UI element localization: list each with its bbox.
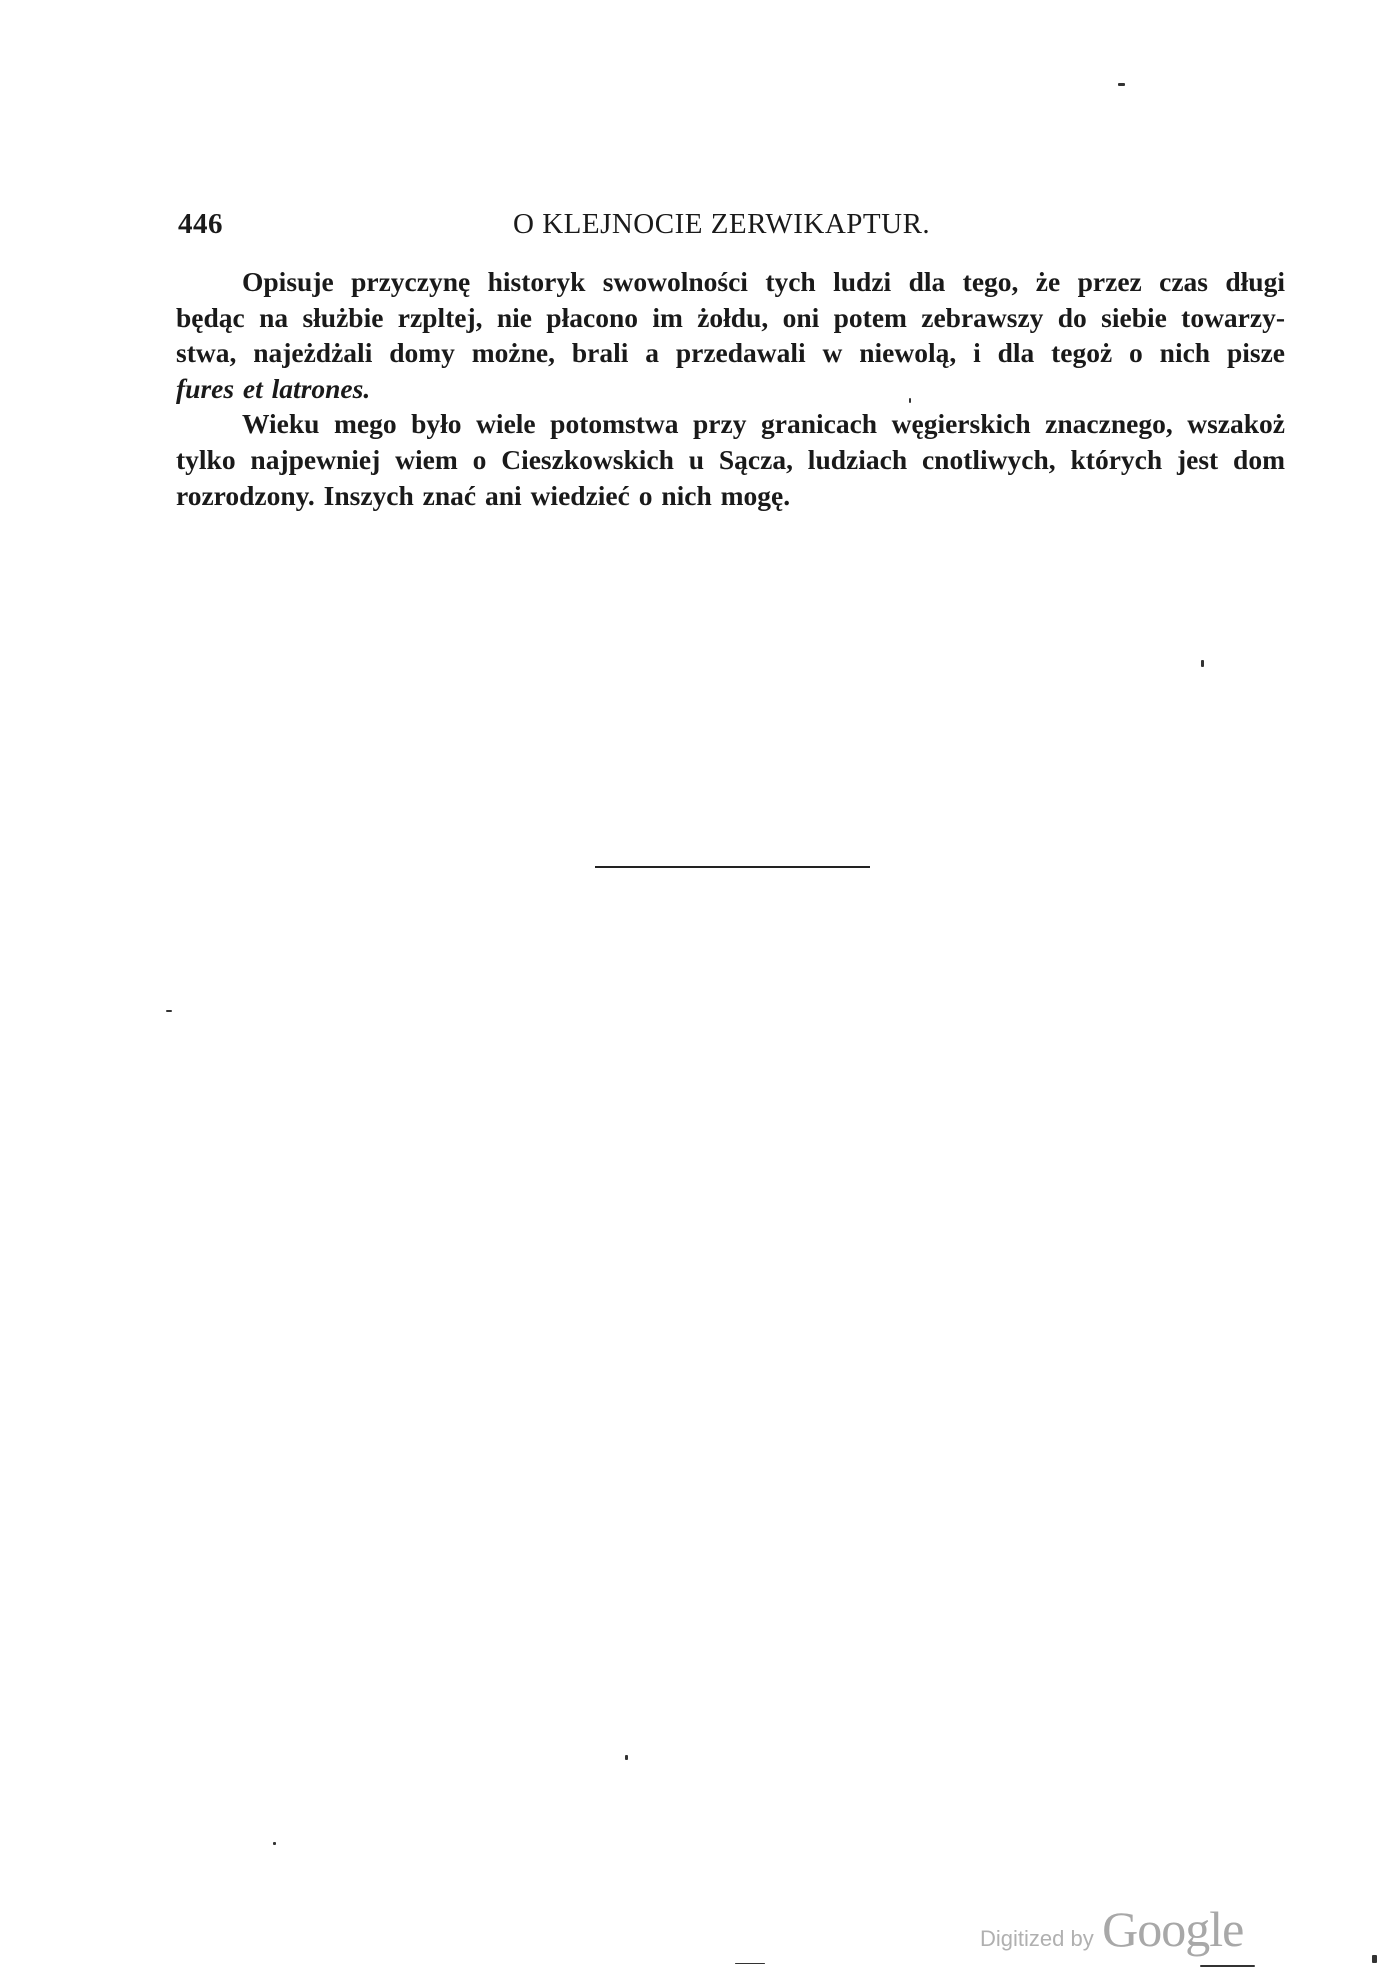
google-logo: Google xyxy=(1102,1901,1244,1957)
section-divider xyxy=(595,866,870,868)
paragraph-2-line-2-start: tylko najpewniej wiem o xyxy=(176,443,487,475)
scan-speck xyxy=(1372,1955,1377,1963)
paragraph-1-line-3: stwa, najeżdżali domy możne, brali a przedawali w niewolą, i dla tegoż o nich pisze xyxy=(176,337,1285,369)
scan-speck xyxy=(909,398,911,403)
paragraph-1-line-1: Opisuje przyczynę historyk swowolności tych ludzi dla tego, że przez czas długi xyxy=(242,266,1285,297)
scan-speck xyxy=(1200,1965,1255,1967)
paragraph-1-latin-phrase: fures et latrones. xyxy=(176,372,371,404)
running-title: O KLEJNOCIE ZERWIKAPTUR. xyxy=(513,208,931,240)
digitized-watermark xyxy=(980,1900,1243,1960)
scan-speck xyxy=(166,1010,172,1012)
family-name: Cieszkowskich xyxy=(501,443,674,475)
body-text xyxy=(176,264,1285,513)
paragraph-2-line-1: Wieku mego było wiele potomstwa przy granicach węgierskich znacznego, wszakoż xyxy=(242,408,1285,440)
scan-speck xyxy=(735,1963,765,1964)
paragraph-1-line-2: będąc na służbie rzpltej, nie płacono im żołdu, oni potem zebrawszy do siebie towarzy- xyxy=(176,301,1285,333)
paragraph-2-line-2-end: u Sącza, ludziach cnotliwych, których jest dom xyxy=(688,443,1286,475)
digitized-prefix: Digitized by xyxy=(980,1926,1094,1951)
scan-speck xyxy=(625,1755,628,1760)
paragraph-2-line-3: rozrodzony. Inszych znać ani wiedzieć o nich mogę. xyxy=(176,479,791,511)
paragraph-2-line-2 xyxy=(176,442,1285,478)
scan-speck xyxy=(1118,83,1125,86)
page-header xyxy=(178,208,1278,248)
scan-speck xyxy=(1201,660,1204,667)
page-number: 446 xyxy=(178,208,223,240)
scan-speck xyxy=(273,1842,276,1845)
